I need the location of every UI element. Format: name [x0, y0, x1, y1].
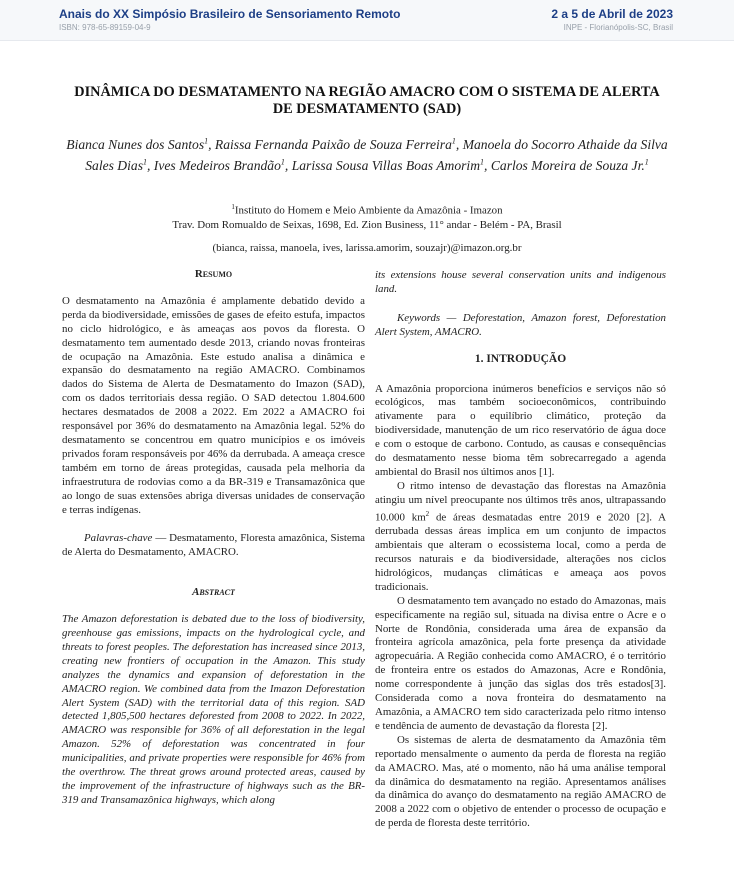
abstract-text: The Amazon deforestation is debated due to the loss of biodiversity, greenhouse gas emissions, impacts on the hydrological cycle, and threats to forest peoples. The deforestation has increased since 2013, creating new frontiers of occupation in the Amazon. This study analyzes the dynamics and expansion of deforestation in the AMACRO region. We combined data from the Imazon Deforestation Alert System (SAD) with the territorial data of this region. SAD detected 1,805,500 hectares deforested from 2008 to 2022. In 2022, AMACRO was responsible for 36% of all deforestation in the legal Amazon. 52% of deforestation was concentrated in four municipalities, and private properties were responsible for 46% from the overthrow. The threat grows around protected areas, caused by the improvement of the infrastructure of highways such as the BR-319 and Transamazônica highways, which along: [62, 613, 365, 806]
affiliation-institute: $^1$Instituto do Homem e Meio Ambiente da Amazônia - Imazon: [231, 203, 503, 217]
keywords-text: — Deforestation, Amazon forest, Deforestation Alert System, AMACRO.: [375, 311, 666, 338]
paper-title-line2: DE DESMATAMENTO (SAD): [272, 101, 462, 117]
keywords-label: Keywords: [397, 311, 441, 324]
author-emails: (bianca, raissa, manoela, ives, larissa.amorim, souzajr)@imazon.org.br: [212, 242, 522, 254]
intro-paragraph-2: O ritmo intenso de devastação das florestas na Amazônia atingiu um nível preocupante nos últimos três anos, ultrapassando 10.000 $km^2$ de áreas desmatadas entre 2019 e 2020 [2]. A derrubada dessas áreas implica em um conjunto de impactos ambientais que alteram o ecossistema local, como a perda de recursos naturais e da biodiversidade, alterações nos ciclos hidrológicos, mudanças climáticas e ameaça aos povos tradicionais.: [375, 479, 666, 593]
author: Bianca Nunes dos Santos$^1$,: [66, 136, 215, 152]
palavras-chave: [62, 532, 365, 560]
author: Larissa Sousa Villas Boas Amorim$^1$,: [291, 157, 491, 174]
author: Ives Medeiros Brandão$^1$,: [153, 157, 292, 174]
palavras-chave-text: — Desmatamento, Floresta amazônica, Sistema de Alerta do Desmatamento, AMACRO.: [62, 532, 365, 559]
intro-paragraph-4: Os sistemas de alerta de desmatamento da Amazônia têm reportado mensalmente o aumento da perda de floresta na região da AMACRO. Mas, até o momento, não há uma análise temporal da dinâmica do desmatamento na região. Apresentamos análises da dinâmica do avanço do desmatamento na região AMACRO de 2008 a 2022 com o objetivo de entender o processo de ocupação e de perda de floresta deste território.: [375, 733, 666, 830]
right-column: [375, 269, 666, 831]
conference-banner: [0, 0, 734, 41]
author: Manoela do Socorro Athaide da Silva Sales Dias$^1$,: [85, 136, 668, 174]
intro-heading: 1. INTRODUÇÃO: [474, 352, 567, 365]
conference-dates: 2 a 5 de Abril de 2023: [551, 7, 673, 21]
affiliation-address: Trav. Dom Romualdo de Seixas, 1698, Ed. Zion Business, 11° andar - Belém - PA, Brasil: [172, 218, 562, 231]
left-column: [62, 268, 365, 808]
palavras-chave-label: Palavras-chave: [84, 532, 153, 545]
paper-title: [60, 84, 674, 118]
resumo-text: O desmatamento na Amazônia é amplamente debatido devido a perda da biodiversidade, emissões de gases de efeito estufa, impactos no ciclo hidrológico, e às ameaças aos povos da floresta. O desmatamento tem aumentado desde 2013, criando novas fronteiras de ocupação na Amazônia. Este estudo analisa a dinâmica e expansão do desmatamento na região AMACRO. Combinamos dados do Sistema de Alerta de Desmatamento do Imazon (SAD), com os dados territoriais dessa região. O SAD detectou 1.804.600 hectares desmatados de 2008 a 2022. Em 2022 a AMACRO foi responsável por 36% do desmatamento na Amazônia legal. 52% do desmatamento se concentrou em quatro municípios e os imóveis privados foram responsáveis por 46% da derrubada. A ameaça cresce também em torno de áreas protegidas, causada pela melhoria da infraestrutura de rodovias como a da BR-319 e Transamazônica que ao longo de suas extensões abriga diversas unidades de conservação e terras indígenas.: [62, 294, 365, 516]
author-list: [58, 132, 676, 175]
resumo-heading: Resumo: [194, 268, 233, 280]
conference-location: INPE - Florianópolis-SC, Brasil: [563, 23, 673, 32]
affiliation: [80, 200, 654, 232]
abstract-heading: Abstract: [192, 586, 235, 599]
isbn: ISBN: 978-65-89159-04-9: [59, 23, 151, 32]
author: Raissa Fernanda Paixão de Souza Ferreira$^1$,: [214, 136, 463, 152]
abstract-text-continued: its extensions house several conservation units and indigenous land.: [375, 269, 666, 295]
intro-paragraph-3: O desmatamento tem avançado no estado do Amazonas, mais especificamente na região sul, situada na divisa entre o Acre e o Norte de Rondônia, considerada uma área de expansão da fronteira agrícola amazônica, pela forte presença da atividade agropecuária. A Região conhecida como AMACRO, é o território de fronteira entre os estados do Amazonas, Acre e Rondônia, nome correspondente à junção das siglas dos três estados[3]. Considerada como a nova fronteira do desmatamento na Amazônia, a AMACRO tem sido caracterizada pelo ritmo intenso e tendência de aumento de devastação da floresta [2].: [375, 594, 666, 732]
paper-title-line1: DINÂMICA DO DESMATAMENTO NA REGIÃO AMACRO COM O SISTEMA DE ALERTA: [74, 84, 660, 100]
intro-paragraph-1: A Amazônia proporciona inúmeros benefícios e serviços não só ecológicos, mas também socioeconômicos, contribuindo ativamente para o equilíbrio climático, proteção da biodiversidade, manutenção de um rico reservatório de água doce e com o estoque de carbono. Contudo, as causas e consequências do desmatamento nesse bioma têm sobrecarregado a agenda ambiental do Brasil nos últimos anos [1].: [375, 382, 666, 478]
keywords: [375, 312, 666, 340]
conference-title: Anais do XX Simpósio Brasileiro de Sensoriamento Remoto: [59, 7, 401, 21]
author: Carlos Moreira de Souza Jr.$^1$: [490, 157, 649, 174]
